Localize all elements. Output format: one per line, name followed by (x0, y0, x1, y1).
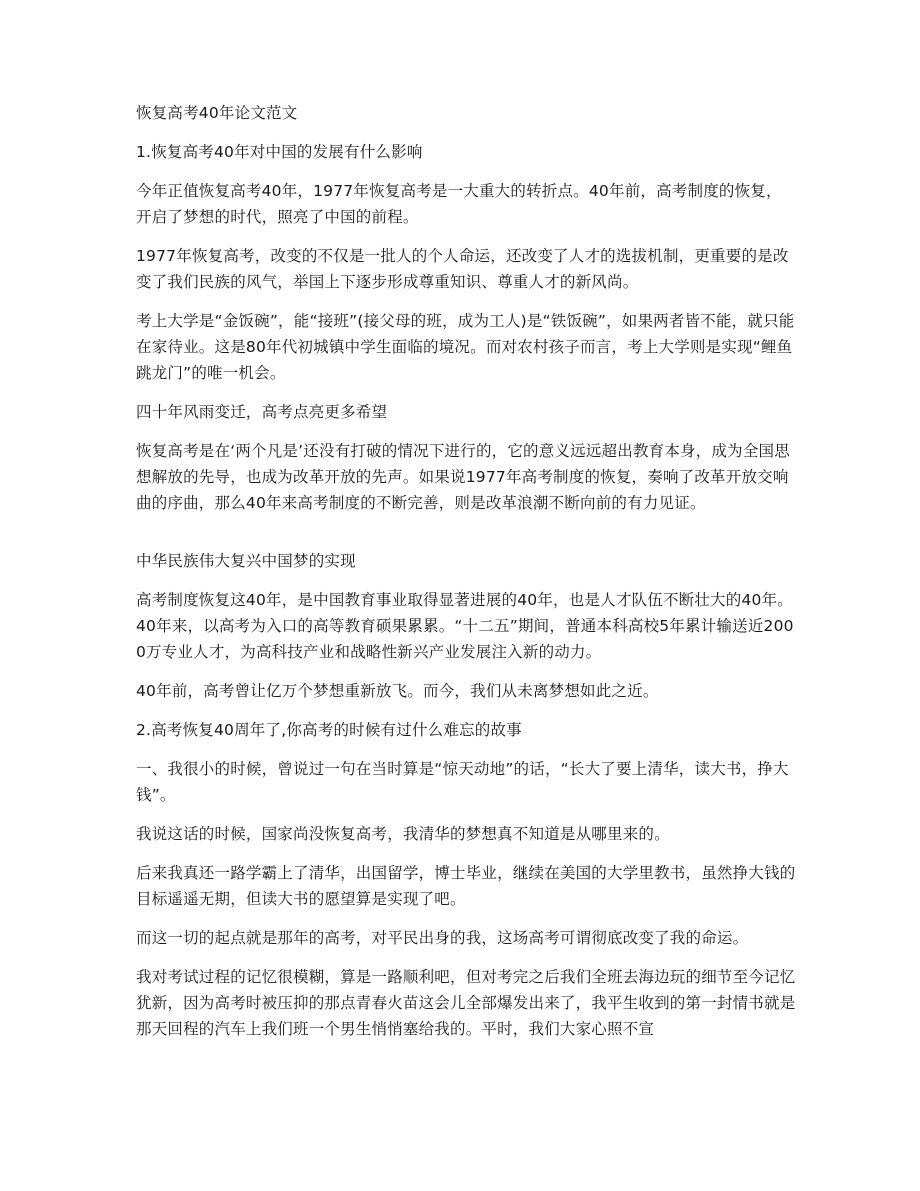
body-paragraph: 40年前，高考曾让亿万个梦想重新放飞。而今，我们从未离梦想如此之近。 (136, 682, 659, 700)
body-paragraph: 考上大学是“金饭碗”，能“接班”(接父母的班，成为工人)是“铁饭碗”，如果两者皆不能，就只能在家待业。这是80年代初城镇中学生面临的境况。而对农村孩子而言，考上大学则是实现“鲤鱼跳龙门”的唯一机会。 (136, 312, 795, 382)
body-paragraph: 而这一切的起点就是那年的高考，对平民出身的我，这场高考可谓彻底改变了我的命运。 (136, 929, 749, 947)
section-heading-1: 1.恢复高考40年对中国的发展有什么影响 (136, 143, 423, 161)
section-heading-2: 2.高考恢复40周年了,你高考的时候有过什么难忘的故事 (136, 721, 522, 739)
body-paragraph: 1977年恢复高考，改变的不仅是一批人的个人命运，还改变了人才的选拔机制，更重要的是改变了我们民族的风气，举国上下逐步形成尊重知识、尊重人才的新风尚。 (136, 247, 789, 291)
body-paragraph: 我对考试过程的记忆很模糊，算是一路顺利吧，但对考完之后我们全班去海边玩的细节至今记忆犹新，因为高考时被压抑的那点青春火苗这会儿全部爆发出来了，我平生收到的第一封情书就是那天回程的汽车上我们班一个男生悄悄塞给我的。平时，我们大家心照不宣 (136, 968, 796, 1038)
body-paragraph: 恢复高考是在‘两个凡是’还没有打破的情况下进行的，它的意义远远超出教育本身，成为全国思想解放的先导，也成为改革开放的先声。如果说1977年高考制度的恢复，奏响了改革开放交响曲的序曲，那么40年来高考制度的不断完善，则是改革浪潮不断向前的有力见证。 (136, 442, 790, 512)
document-title: 恢复高考40年论文范文 (136, 104, 298, 122)
document-page (136, 100, 796, 1055)
subheading: 中华民族伟大复兴中国梦的实现 (136, 552, 356, 570)
body-paragraph: 今年正值恢复高考40年，1977年恢复高考是一大重大的转折点。40年前，高考制度的恢复，开启了梦想的时代，照亮了中国的前程。 (136, 182, 782, 226)
body-paragraph: 我说这话的时候，国家尚没恢复高考，我清华的梦想真不知道是从哪里来的。 (136, 825, 670, 843)
body-paragraph: 高考制度恢复这40年，是中国教育事业取得显著进展的40年，也是人才队伍不断壮大的40年。40年来，以高考为入口的高等教育硕果累累。“十二五”期间，普通本科高校5年累计输送近2000万专业人才，为高科技产业和战略性新兴产业发展注入新的动力。 (136, 591, 794, 661)
body-paragraph: 一、我很小的时候，曾说过一句在当时算是“惊天动地”的话，“长大了要上清华，读大书，挣大钱”。 (136, 760, 789, 804)
subheading: 四十年风雨变迁，高考点亮更多希望 (136, 403, 388, 421)
body-paragraph: 后来我真还一路学霸上了清华，出国留学，博士毕业，继续在美国的大学里教书，虽然挣大钱的目标遥遥无期，但读大书的愿望算是实现了吧。 (136, 864, 796, 908)
